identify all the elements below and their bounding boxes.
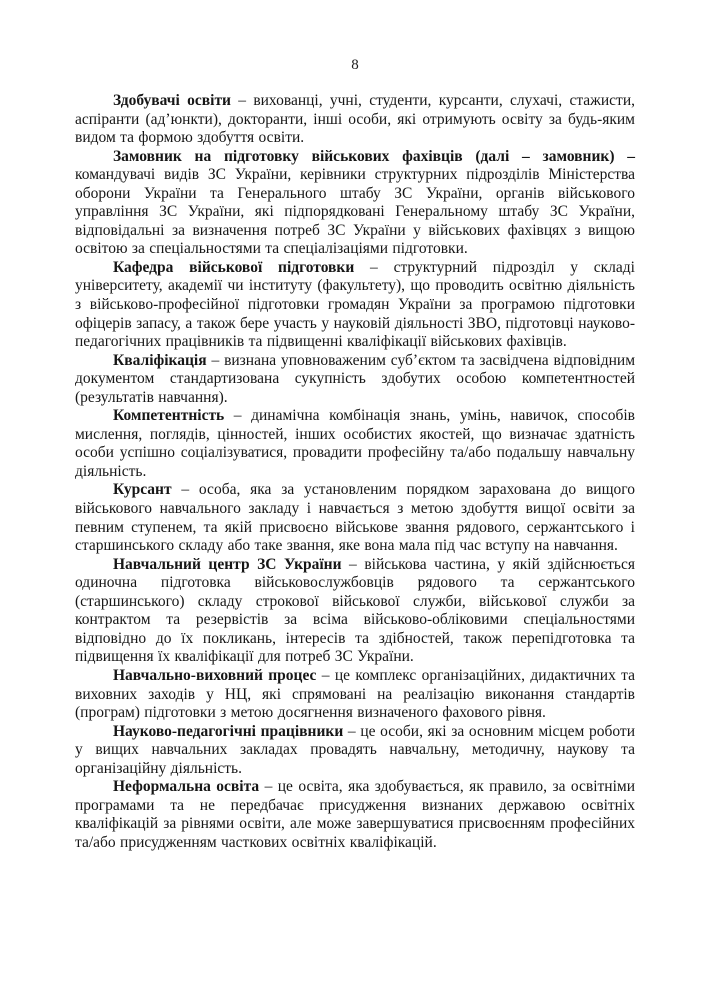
definition-text: – структурний підрозділ у складі університету, академії чи інституту (факультету), що проводить освітню діяльність з військово-професійної підготовки громадян України за програмою підготовки офіцерів запасу, а також бере участь у науковій діяльності ЗВО, підготовці науково-педагогічних працівників та підвищенні кваліфікації військових фахівців. bbox=[75, 258, 635, 351]
definition-term: Здобувачі освіти bbox=[113, 92, 231, 109]
definition-paragraph bbox=[75, 92, 635, 148]
definition-term: Замовник на підготовку військових фахівців (далі – замовник) – bbox=[113, 147, 635, 165]
definition-term: Курсант bbox=[113, 481, 172, 499]
definition-term: Навчально-виховний процес bbox=[113, 666, 317, 684]
definition-paragraph bbox=[75, 352, 635, 408]
definition-paragraph bbox=[75, 723, 635, 779]
definition-text: – це особи, які за основним місцем роботи у вищих навчальних закладах провадять навчальну, методичну, наукову та організаційну діяльність. bbox=[75, 722, 635, 777]
definition-text: командувачі видів ЗС України, керівники структурних підрозділів Міністерства оборони України та Генерального штабу ЗС України, органів військового управління ЗС України, які підпорядковані Генеральному штабу ЗС України, відповідальні за визначення потреб ЗС України у військових фахівцях з вищою освітою за спеціальностями та спеціалізаціями підготовки. bbox=[75, 166, 635, 258]
page-body bbox=[75, 92, 635, 852]
definition-paragraph bbox=[75, 778, 635, 852]
definition-text: – це комплекс організаційних, дидактичних та виховних заходів у НЦ, які спрямовані на реалізацію виконання стандартів (програм) підготовки з метою досягнення визначеного фахового рівня. bbox=[75, 666, 635, 722]
definition-term: Компетентність bbox=[113, 407, 225, 425]
definition-text: – військова частина, у якій здійснюється одиночна підготовка військовослужбовців рядового та сержантського (старшинського) складу строкової військової служби, військової служби за контрактом та резервістів за всіма військово-обліковими спеціальностями відповідно до їх покликань, інтересів та здібностей, також перепідготовка та підвищення їх кваліфікації для потреб ЗС України. bbox=[75, 555, 635, 666]
definition-paragraph bbox=[75, 667, 635, 723]
definition-paragraph bbox=[75, 259, 635, 352]
definition-term: Кафедра військової підготовки bbox=[113, 258, 355, 276]
definition-paragraph bbox=[75, 481, 635, 555]
definition-text: – вихованці, учні, студенти, курсанти, слухачі, стажисти, аспіранти (ад’юнкти), докторанти, інші особи, які отримують освіту за будь-яким видом та формою здобуття освіти. bbox=[75, 92, 635, 147]
definition-paragraph bbox=[75, 407, 635, 481]
definition-term: Неформальна освіта bbox=[113, 778, 260, 796]
page-number: 8 bbox=[351, 57, 359, 73]
definition-text: – визнана уповноваженим суб’єктом та засвідчена відповідним документом стандартизована сукупність здобутих особою компетентностей (результатів навчання). bbox=[75, 351, 635, 406]
definition-text: – динамічна комбінація знань, умінь, навичок, способів мислення, поглядів, цінностей, інших особистих якостей, що визначає здатність особи успішно соціалізуватися, провадити професійну та/або подальшу навчальну діяльність. bbox=[75, 407, 635, 480]
definition-text: – це освіта, яка здобувається, як правило, за освітніми програмами та не передбачає присудження визнаних державою освітніх кваліфікацій за рівнями освіти, але може завершуватися присвоєнням професійних та/або присудженням часткових освітніх кваліфікацій. bbox=[75, 778, 635, 851]
definition-text: – особа, яка за установленим порядком зарахована до вищого військового навчального закладу і навчається з метою здобуття вищої освіти за певним ступенем, та якій присвоєно військове звання рядового, сержантського і старшинського складу або таке звання, яке вона мала під час вступу на навчання. bbox=[75, 481, 635, 555]
definition-term: Науково-педагогічні працівники bbox=[113, 722, 344, 740]
definition-term: Кваліфікація bbox=[113, 351, 207, 369]
definition-paragraph bbox=[75, 556, 635, 667]
definition-term: Навчальний центр ЗС України bbox=[113, 555, 342, 573]
definition-paragraph bbox=[75, 148, 635, 259]
